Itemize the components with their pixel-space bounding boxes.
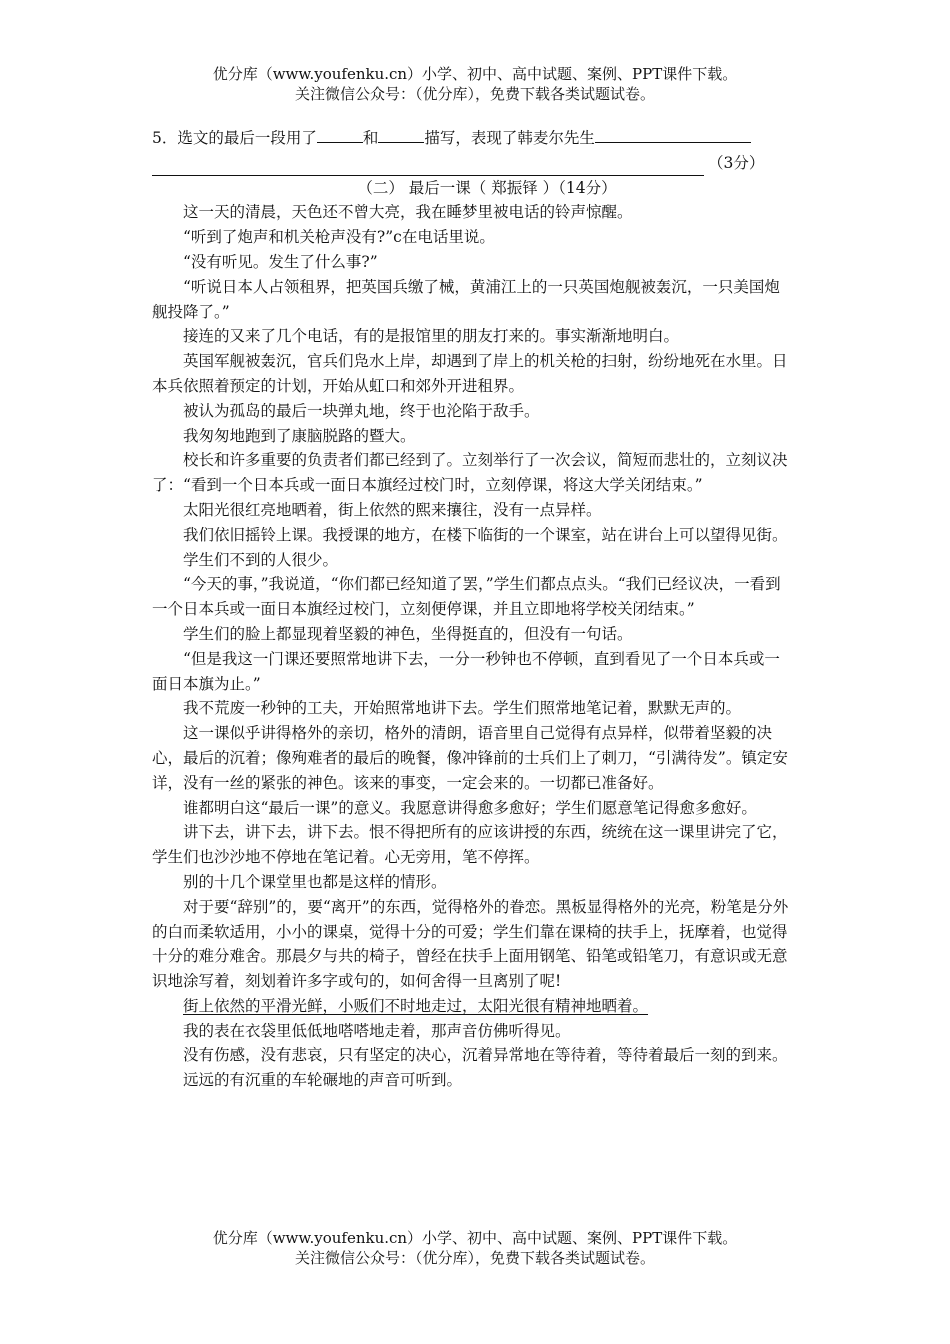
header-line-1: 优分库（www.youfenku.cn）小学、初中、高中试题、案例、PPT课件下载。 [212,65,738,83]
paragraph: “没有听见。发生了什么事?” [183,252,378,271]
paragraph: 没有伤感，没有悲哀，只有坚定的决心，沉着异常地在等待着，等待着最后一刻的到来。 [183,1046,788,1065]
paragraph: “听到了炮声和机关枪声没有?”c在电话里说。 [183,228,495,247]
paragraph: “听说日本人占领租界，把英国兵缴了械，黄浦江上的一只英国炮舰被轰沉，一只美国炮舰投降了。” [152,277,780,321]
section-title: （二） 最后一课（ 郑振铎 ）（14分） [357,178,617,197]
paragraph: 这一天的清晨，天色还不曾大亮，我在睡梦里被电话的铃声惊醒。 [183,203,633,222]
paragraph-underlined [152,994,792,1019]
question-5-text-a: 5．选文的最后一段用了 [152,129,317,147]
paragraph: 我们依旧摇铃上课。我授课的地方，在楼下临街的一个课室，站在讲台上可以望得见街。 [183,525,788,544]
paragraph: “但是我这一门课还要照常地讲下去，一分一秒钟也不停顿，直到看见了一个日本兵或一面日本旗为止。” [152,649,780,693]
footer-line-1: 优分库（www.youfenku.cn）小学、初中、高中试题、案例、PPT课件下载。 [212,1229,738,1247]
answer-blank-1[interactable] [317,128,363,143]
paragraph: “今天的事，”我说道，“你们都已经知道了罢，”学生们都点点头。“我们已经议决，一看到一个日本兵或一面日本旗经过校门，立刻便停课，并且立即地将学校关闭结束。” [152,575,781,619]
question-5-text-c: 描写，表现了韩麦尔先生 [424,129,595,147]
paragraph: 校长和许多重要的负责者们都已经到了。立刻举行了一次会议，简短而悲壮的，立刻议决了：“看到一个日本兵或一面日本旗经过校门时，立刻停课，将这大学关闭结束。” [152,451,788,495]
answer-blank-2[interactable] [378,128,424,143]
question-5-answer-row [152,151,792,176]
footer-line-2: 关注微信公众号：（优分库），免费下载各类试题试卷。 [294,1249,655,1267]
paragraph: 我不荒废一秒钟的工夫，开始照常地讲下去。学生们照常地笔记着，默默无声的。 [183,699,742,718]
paragraph: 我匆匆地跑到了康脑脱路的暨大。 [183,426,416,445]
paragraph: 远远的有沉重的车轮碾地的声音可听到。 [183,1071,463,1090]
paragraph: 讲下去，讲下去，讲下去。恨不得把所有的应该讲授的东西，统统在这一课里讲完了它，学生们也沙沙地不停地在笔记着。心无旁用，笔不停挥。 [152,823,788,867]
header-line-2: 关注微信公众号：（优分库），免费下载各类试题试卷。 [294,85,655,103]
paragraph: 接连的又来了几个电话，有的是报馆里的朋友打来的。事实渐渐地明白。 [183,327,680,346]
paragraph: 学生们的脸上都显现着坚毅的神色，坐得挺直的，但没有一句话。 [183,624,633,643]
answer-line[interactable] [152,158,704,176]
paragraph: 学生们不到的人很少。 [183,550,339,569]
page-header [0,64,950,104]
paragraph: 英国军舰被轰沉，官兵们凫水上岸，却遇到了岸上的机关枪的扫射，纷纷地死在水里。日本兵依照着预定的计划，开始从虹口和郊外开进租界。 [152,352,788,395]
paragraph: 对于要“辞别”的，要“离开”的东西，觉得格外的眷恋。黑板显得格外的光亮，粉笔是分外的白而柔软适用，小小的课桌，觉得十分的可爱；学生们靠在课椅的扶手上，抚摩着，也觉得十分的难分难舍。那晨夕与共的椅子，曾经在扶手上面用钢笔、铅笔或铅笔刀，有意识或无意识地涂写着，刻划着许多字或句的，如何舍得一旦离别了呢! [152,897,789,991]
article-content [152,126,792,1093]
question-5-score: （3分） [708,153,765,172]
paragraph: 太阳光很红亮地晒着，街上依然的熙来攘往，没有一点异样。 [183,500,602,519]
paragraph: 这一课似乎讲得格外的亲切，格外的清朗，语音里自己觉得有点异样，似带着坚毅的决心，最后的沉着；像殉难者的最后的晚餐，像冲锋前的士兵们上了刺刀，“引满待发”。镇定安详，没有一丝的紧张的神色。该来的事变，一定会来的。一切都已准备好。 [152,724,788,792]
paragraph: 我的表在衣袋里低低地嗒嗒地走着，那声音仿佛听得见。 [183,1021,571,1040]
paragraph: 别的十几个课堂里也都是这样的情形。 [183,872,447,891]
question-5 [152,126,792,151]
underlined-sentence: 街上依然的平滑光鲜，小贩们不时地走过，太阳光很有精神地晒着。 [183,996,649,1015]
answer-blank-3[interactable] [595,128,751,143]
paragraph: 被认为孤岛的最后一块弹丸地，终于也沦陷于敌手。 [183,401,540,420]
paragraph: 谁都明白这“最后一课”的意义。我愿意讲得愈多愈好；学生们愿意笔记得愈多愈好。 [183,798,757,817]
question-5-text-b: 和 [362,129,379,147]
page-footer [0,1228,950,1268]
